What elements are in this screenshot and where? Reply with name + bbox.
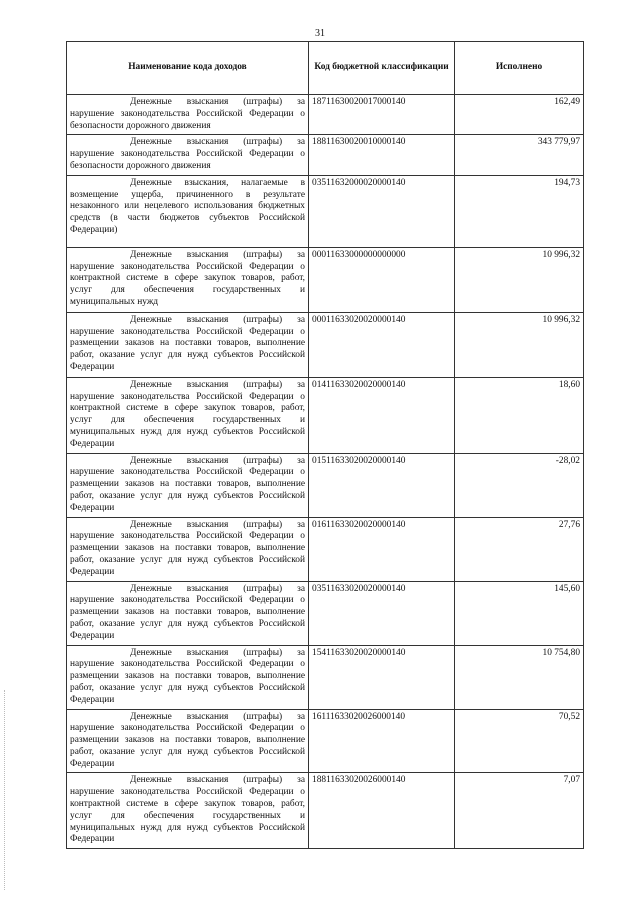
revenue-name-cell: Денежные взыскания (штрафы) за нарушение законодательства Российской Федерации о контрактной системе в сфере закупок товаров, работ, услуг для обеспечения государственных и муниципальных нужд xyxy=(67,247,309,312)
scan-margin-marks xyxy=(4,690,6,890)
header-executed-amount: Исполнено xyxy=(455,42,584,95)
revenue-name-cell: Денежные взыскания (штрафы) за нарушение законодательства Российской Федерации о размещении заказов на поставки товаров, выполнение работ, оказание услуг для нужд субъектов Российской Федерации xyxy=(67,581,309,645)
table-header-row xyxy=(67,42,584,95)
executed-amount-cell: 343 779,97 xyxy=(455,135,584,175)
table-row xyxy=(67,709,584,773)
revenue-name-cell: Денежные взыскания (штрафы) за нарушение законодательства Российской Федерации о размещении заказов на поставки товаров, выполнение работ, оказание услуг для нужд субъектов Российской Федерации xyxy=(67,709,309,773)
revenue-name-cell: Денежные взыскания (штрафы) за нарушение законодательства Российской Федерации о контрактной системе в сфере закупок товаров, работ, услуг для обеспечения государственных и муниципальных нужд для нужд субъектов Российской Федерации xyxy=(67,377,309,453)
budget-code-cell: 03511633020020000140 xyxy=(309,581,455,645)
executed-amount-cell: -28,02 xyxy=(455,453,584,517)
table-row xyxy=(67,645,584,709)
budget-code-cell: 00011633020020000140 xyxy=(309,312,455,377)
revenue-name-cell: Денежные взыскания (штрафы) за нарушение законодательства Российской Федерации о контрактной системе в сфере закупок товаров, работ, услуг для обеспечения государственных и муниципальных нужд для нужд субъектов Российской Федерации xyxy=(67,773,309,849)
executed-amount-cell: 10 754,80 xyxy=(455,645,584,709)
table-row xyxy=(67,175,584,247)
revenue-name-cell: Денежные взыскания (штрафы) за нарушение законодательства Российской Федерации о безопасности дорожного движения xyxy=(67,95,309,135)
budget-code-cell: 01511633020020000140 xyxy=(309,453,455,517)
revenue-name-cell: Денежные взыскания (штрафы) за нарушение законодательства Российской Федерации о размещении заказов на поставки товаров, выполнение работ, оказание услуг для нужд субъектов Российской Федерации xyxy=(67,453,309,517)
table-row xyxy=(67,517,584,581)
executed-amount-cell: 145,60 xyxy=(455,581,584,645)
table-row xyxy=(67,581,584,645)
budget-code-cell: 01611633020020000140 xyxy=(309,517,455,581)
header-budget-code: Код бюджетной классификации xyxy=(309,42,455,95)
table-row xyxy=(67,247,584,312)
header-revenue-name: Наименование кода доходов xyxy=(67,42,309,95)
budget-code-cell: 18711630020017000140 xyxy=(309,95,455,135)
executed-amount-cell: 10 996,32 xyxy=(455,247,584,312)
table-row xyxy=(67,377,584,453)
budget-code-cell: 00011633000000000000 xyxy=(309,247,455,312)
executed-amount-cell: 194,73 xyxy=(455,175,584,247)
executed-amount-cell: 70,52 xyxy=(455,709,584,773)
budget-code-cell: 18811630020010000140 xyxy=(309,135,455,175)
budget-code-cell: 03511632000020000140 xyxy=(309,175,455,247)
page-number: 31 xyxy=(315,28,325,39)
budget-code-cell: 01411633020020000140 xyxy=(309,377,455,453)
executed-amount-cell: 18,60 xyxy=(455,377,584,453)
table-row xyxy=(67,453,584,517)
table-row xyxy=(67,135,584,175)
budget-code-cell: 15411633020020000140 xyxy=(309,645,455,709)
revenue-execution-table xyxy=(66,41,584,849)
table-row xyxy=(67,95,584,135)
revenue-name-cell: Денежные взыскания (штрафы) за нарушение законодательства Российской Федерации о размещении заказов на поставки товаров, выполнение работ, оказание услуг для нужд субъектов Российской Федерации xyxy=(67,312,309,377)
executed-amount-cell: 10 996,32 xyxy=(455,312,584,377)
executed-amount-cell: 7,07 xyxy=(455,773,584,849)
revenue-name-cell: Денежные взыскания, налагаемые в возмещение ущерба, причиненного в результате незаконного или нецелевого использования бюджетных средств (в части бюджетов субъектов Российской Федерации) xyxy=(67,175,309,247)
budget-code-cell: 16111633020026000140 xyxy=(309,709,455,773)
revenue-name-cell: Денежные взыскания (штрафы) за нарушение законодательства Российской Федерации о размещении заказов на поставки товаров, выполнение работ, оказание услуг для нужд субъектов Российской Федерации xyxy=(67,517,309,581)
table-row xyxy=(67,312,584,377)
revenue-name-cell: Денежные взыскания (штрафы) за нарушение законодательства Российской Федерации о безопасности дорожного движения xyxy=(67,135,309,175)
executed-amount-cell: 162,49 xyxy=(455,95,584,135)
budget-code-cell: 18811633020026000140 xyxy=(309,773,455,849)
table-row xyxy=(67,773,584,849)
revenue-name-cell: Денежные взыскания (штрафы) за нарушение законодательства Российской Федерации о размещении заказов на поставки товаров, выполнение работ, оказание услуг для нужд субъектов Российской Федерации xyxy=(67,645,309,709)
executed-amount-cell: 27,76 xyxy=(455,517,584,581)
